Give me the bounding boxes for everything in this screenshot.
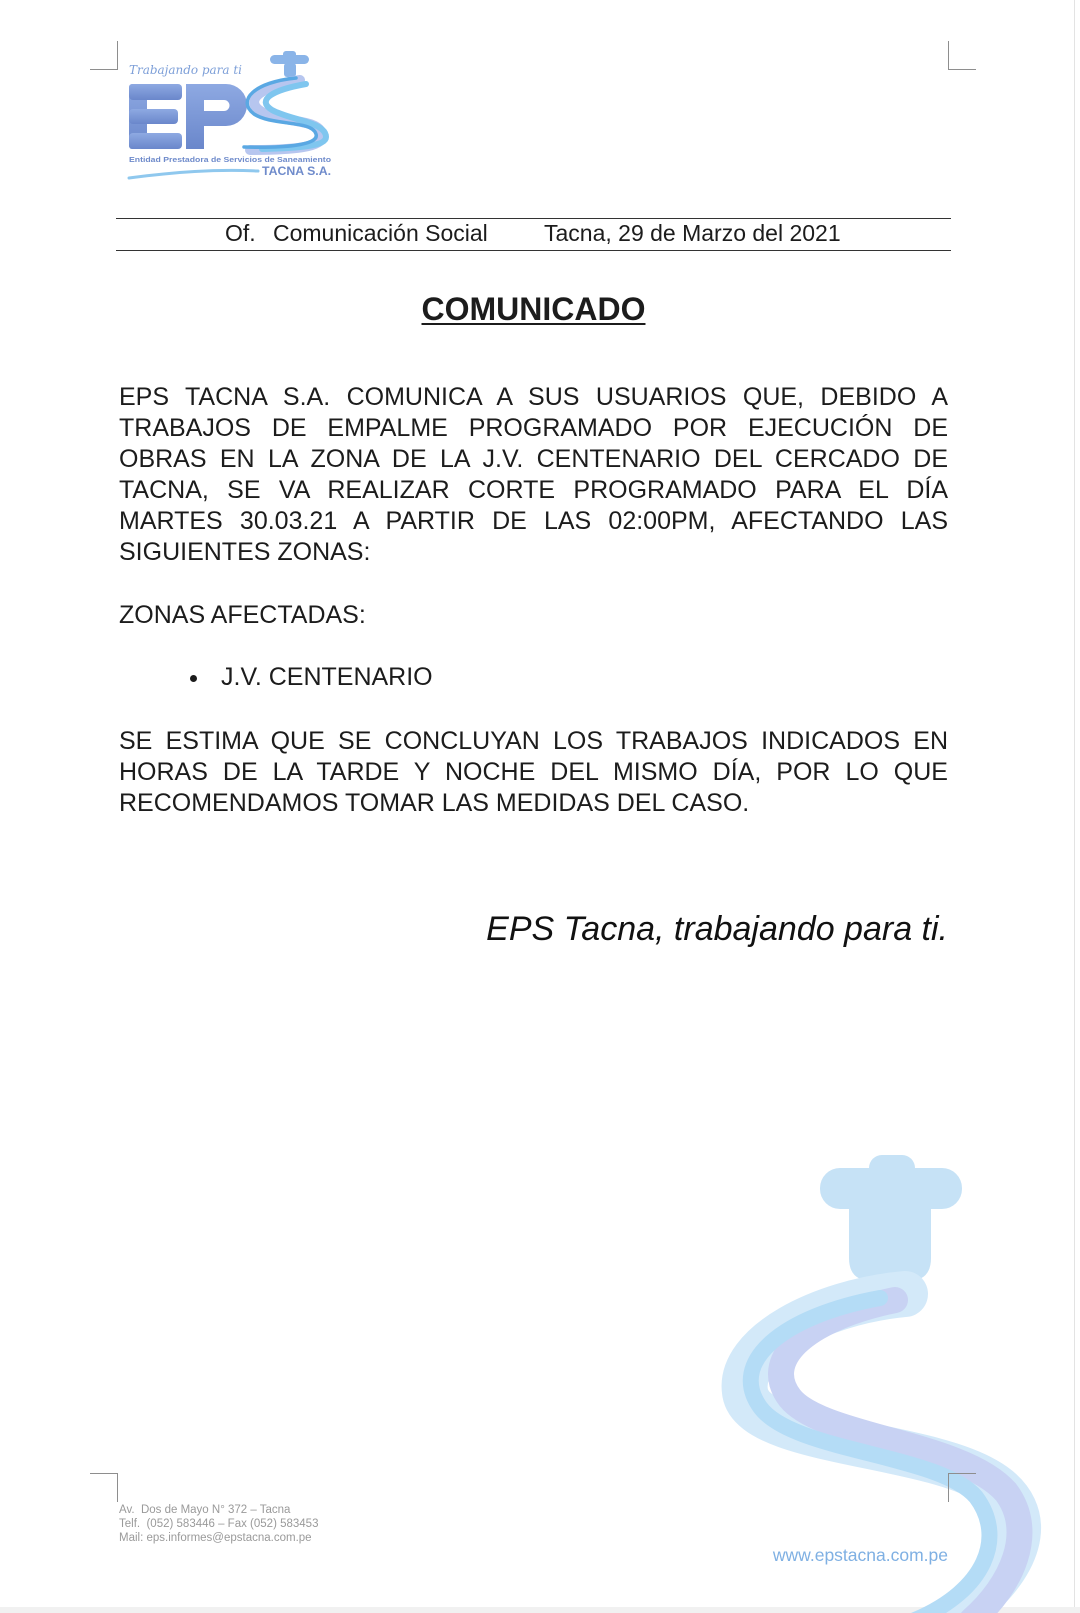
body-paragraph-1 <box>119 382 948 568</box>
logo-company-name: TACNA S.A. <box>262 166 331 178</box>
page-title: COMUNICADO <box>421 291 646 327</box>
body-paragraph-2 <box>119 726 948 819</box>
footer-address: Av. Dos de Mayo N° 372 – Tacna <box>119 1504 291 1516</box>
paragraph-line: EPS TACNA S.A. COMUNICA A SUS USUARIOS QUE, DEBIDO A <box>119 383 948 411</box>
paragraph-line: SIGUIENTES ZONAS: <box>119 538 371 566</box>
logo-entity-name: Entidad Prestadora de Servicios de Saneamiento <box>129 155 332 164</box>
watermark-swirl-bands <box>745 1294 1020 1613</box>
zones-heading: ZONAS AFECTADAS: <box>119 601 366 629</box>
crop-mark-bottom-left-icon <box>90 1473 118 1502</box>
crop-mark-bottom-right-icon <box>948 1473 976 1502</box>
bullet-icon <box>190 675 197 682</box>
paragraph-line: OBRAS EN LA ZONA DE LA J.V. CENTENARIO DEL CERCADO DE <box>119 445 948 473</box>
paragraph-line: HORAS DE LA TARDE Y NOCHE DEL MISMO DÍA, POR LO QUE <box>119 758 948 786</box>
logo-swirl-icon <box>244 78 326 150</box>
footer-phone: Telf. (052) 583446 – Fax (052) 583453 <box>119 1518 319 1530</box>
logo-wave-icon <box>129 170 258 178</box>
logo-faucet-icon <box>270 51 309 77</box>
list-item: J.V. CENTENARIO <box>221 663 433 691</box>
paragraph-line: TRABAJOS DE EMPALME PROGRAMADO POR EJECUCIÓN DE <box>119 414 948 442</box>
crop-mark-top-right-icon <box>948 41 976 70</box>
paragraph-line: RECOMENDAMOS TOMAR LAS MEDIDAS DEL CASO. <box>119 789 750 817</box>
header-bottom-rule <box>116 250 951 251</box>
header-office-prefix: Of. <box>225 220 256 246</box>
header-date: Tacna, 29 de Marzo del 2021 <box>544 220 841 246</box>
paragraph-line: MARTES 30.03.21 A PARTIR DE LAS 02:00PM, AFECTANDO LAS <box>119 507 948 535</box>
footer-website: www.epstacna.com.pe <box>772 1545 948 1565</box>
eps-tacna-logo <box>0 0 360 200</box>
logo-tagline: Trabajando para ti <box>129 62 242 77</box>
header-office: Comunicación Social <box>273 220 488 246</box>
footer-mail: Mail: eps.informes@epstacna.com.pe <box>119 1532 312 1544</box>
logo-wordmark-letters <box>129 84 247 149</box>
paragraph-line: SE ESTIMA QUE SE CONCLUYAN LOS TRABAJOS INDICADOS EN <box>119 727 948 755</box>
signature-slogan: EPS Tacna, trabajando para ti. <box>486 910 948 948</box>
footer-contact <box>119 1503 318 1545</box>
paragraph-line: TACNA, SE VA REALIZAR CORTE PROGRAMADO PARA EL DÍA <box>119 476 948 504</box>
